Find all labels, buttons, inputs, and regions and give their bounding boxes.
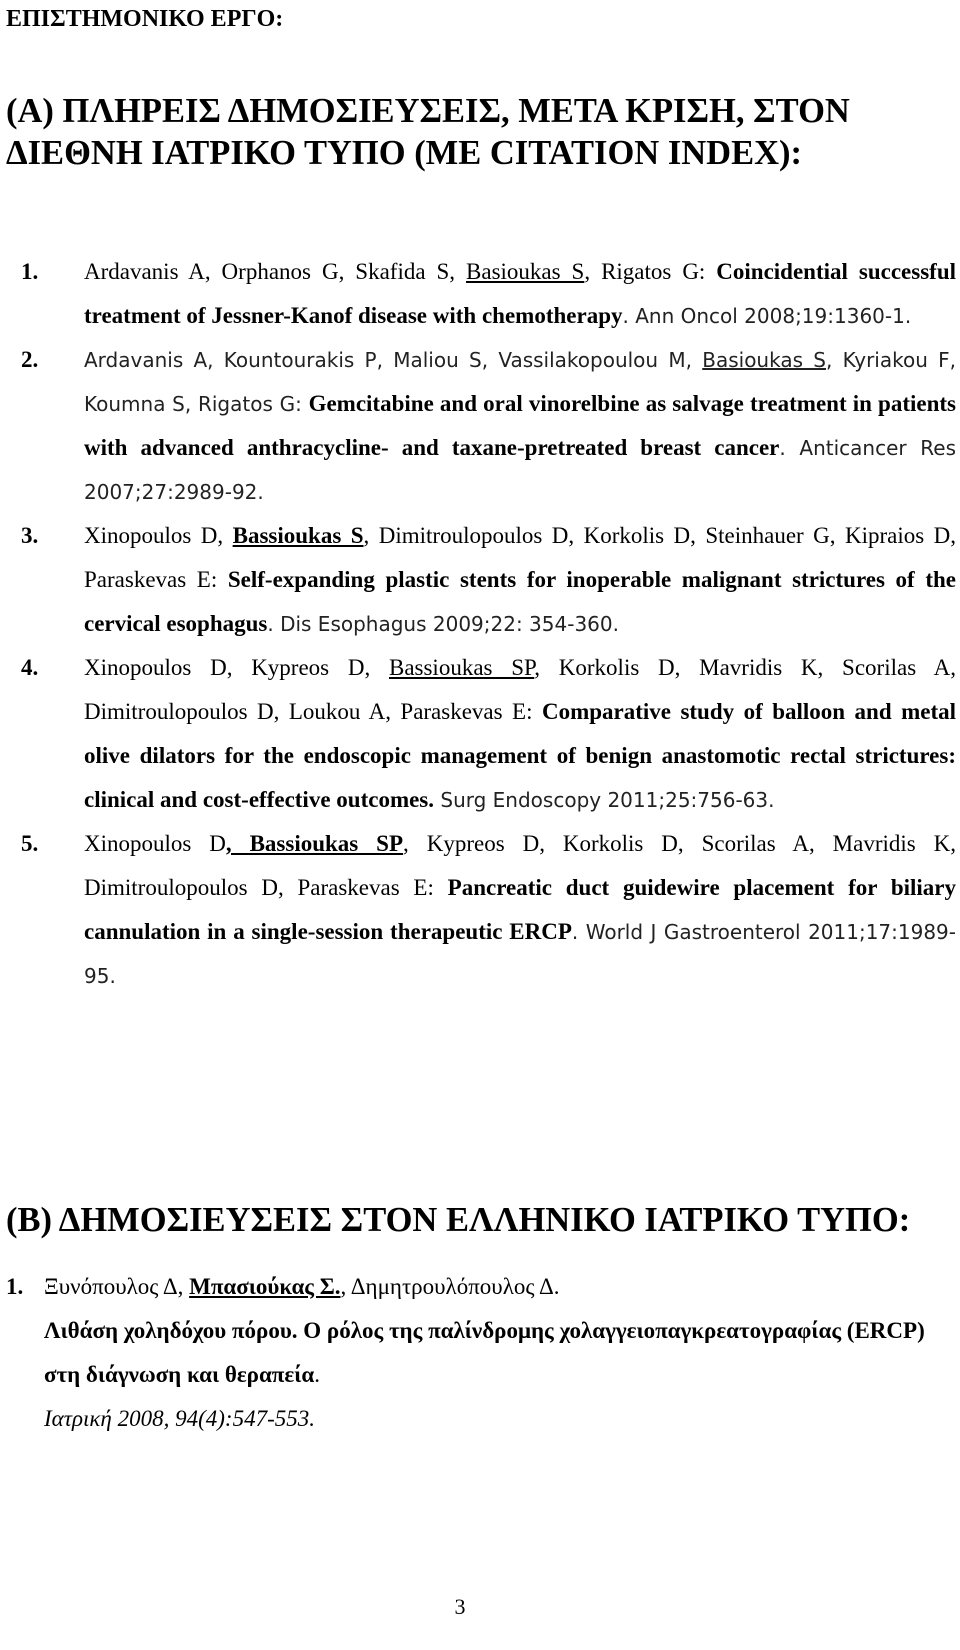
publication-number: 1.	[21, 259, 39, 284]
publication-journal: . Anticancer Res 2007;27:2989-92.	[84, 436, 956, 504]
publication-authors: Xinopoulos D,	[84, 523, 233, 548]
page-title: ΕΠΙΣΤΗΜΟΝΙΚΟ ΕΡΓΟ:	[6, 6, 284, 32]
self-author: , Bassioukas SP	[225, 831, 404, 856]
self-author: Basioukas S	[702, 348, 826, 372]
publication-journal: Ιατρική 2008, 94(4):547-553.	[44, 1406, 315, 1431]
publication-authors: Xinopoulos D, Kypreos D,	[84, 655, 389, 680]
publication-journal: . World J Gastroenterol 2011;17:1989-95.	[84, 920, 957, 988]
publication-authors: Ardavanis A, Kountourakis P, Maliou S, Vassilakopoulou M,	[84, 348, 703, 372]
publication-authors: Xinopoulos D	[84, 831, 226, 856]
publication-number: 3.	[21, 523, 39, 548]
publication-title: Self-expanding plastic stents for inoperable malignant strictures of the cervical esophagus	[84, 567, 956, 636]
greek-publications-list	[6, 1265, 946, 1441]
self-author: Μπασιούκας Σ.	[189, 1274, 341, 1299]
self-author: Basioukas S	[466, 259, 585, 284]
section-b-heading: (Β) ΔΗΜΟΣΙΕΥΣΕΙΣ ΣΤΟΝ ΕΛΛΗΝΙΚΟ ΙΑΤΡΙΚΟ ΤΥΠΟ:	[6, 1201, 911, 1239]
publication-journal: . Dis Esophagus 2009;22: 354-360.	[267, 612, 619, 636]
self-author: Bassioukas SP	[388, 655, 535, 680]
publication-title: Pancreatic duct guidewire placement for biliary cannulation in a single-session therapeutic ERCP	[84, 875, 957, 944]
page-number: 3	[454, 1594, 466, 1619]
publication-entry	[6, 646, 956, 822]
publication-entry	[6, 250, 956, 338]
publication-authors-rest: , Δημητρουλόπουλος Δ.	[340, 1274, 560, 1299]
publication-number: 2.	[21, 347, 39, 372]
publication-journal: Surg Endoscopy 2011;25:756-63.	[434, 788, 775, 812]
publication-authors-line	[44, 1265, 946, 1309]
publication-title: Λιθάση χοληδόχου πόρου. Ο ρόλος της παλίνδρομης χολαγγειοπαγκρεατογραφίας (ERCP) στη διάγνωση και θεραπεία	[44, 1318, 925, 1387]
publication-title-line	[44, 1309, 946, 1397]
publication-title: Gemcitabine and oral vinorelbine as salvage treatment in patients with advanced anthracycline- and taxane-pretreated breast cancer	[84, 391, 956, 460]
publication-authors-rest: , Dimitroulopoulos D, Korkolis D, Steinhauer G, Kipraios D, Paraskevas E:	[84, 523, 956, 592]
publication-title: Comparative study of balloon and metal olive dilators for the endoscopic management of benign anastomotic rectal strictures: clinical and cost-effective outcomes.	[84, 699, 956, 812]
publication-authors-rest: , Korkolis D, Mavridis K, Scorilas A, Dimitroulopoulos D, Loukou A, Paraskevas E:	[84, 655, 956, 724]
publication-entry	[6, 514, 956, 646]
publication-authors-rest: , Rigatos G:	[584, 259, 717, 284]
publication-journal: . Ann Oncol 2008;19:1360-1.	[622, 304, 912, 328]
publication-title: Coincidential successful treatment of Jessner-Kanof disease with chemotherapy	[84, 259, 956, 328]
publication-number: 1.	[6, 1274, 24, 1299]
publication-number: 4.	[21, 655, 39, 680]
publication-entry	[6, 822, 956, 998]
self-author: Bassioukas S	[232, 523, 364, 548]
publication-authors: Ξυνόπουλος Δ,	[44, 1274, 190, 1299]
publication-entry	[6, 1265, 946, 1441]
publication-number: 5.	[21, 831, 39, 856]
publication-title-end: .	[314, 1362, 320, 1387]
publication-authors-rest: , Kyriakou F, Koumna S, Rigatos G:	[84, 348, 957, 416]
publication-entry	[6, 338, 956, 514]
international-publications-list	[6, 250, 956, 998]
publication-authors-rest: , Kypreos D, Korkolis D, Scorilas A, Mavridis K, Dimitroulopoulos D, Paraskevas E:	[84, 831, 957, 900]
section-a-heading: (Α) ΠΛΗΡΕΙΣ ΔΗΜΟΣΙΕΥΣΕΙΣ, ΜΕΤΑ ΚΡΙΣΗ, ΣΤΟΝ ΔΙΕΘΝΗ ΙΑΤΡΙΚΟ ΤΥΠΟ (ΜΕ CITATION INDEX):	[6, 92, 850, 172]
publication-authors: Ardavanis A, Orphanos G, Skafida S,	[84, 259, 467, 284]
